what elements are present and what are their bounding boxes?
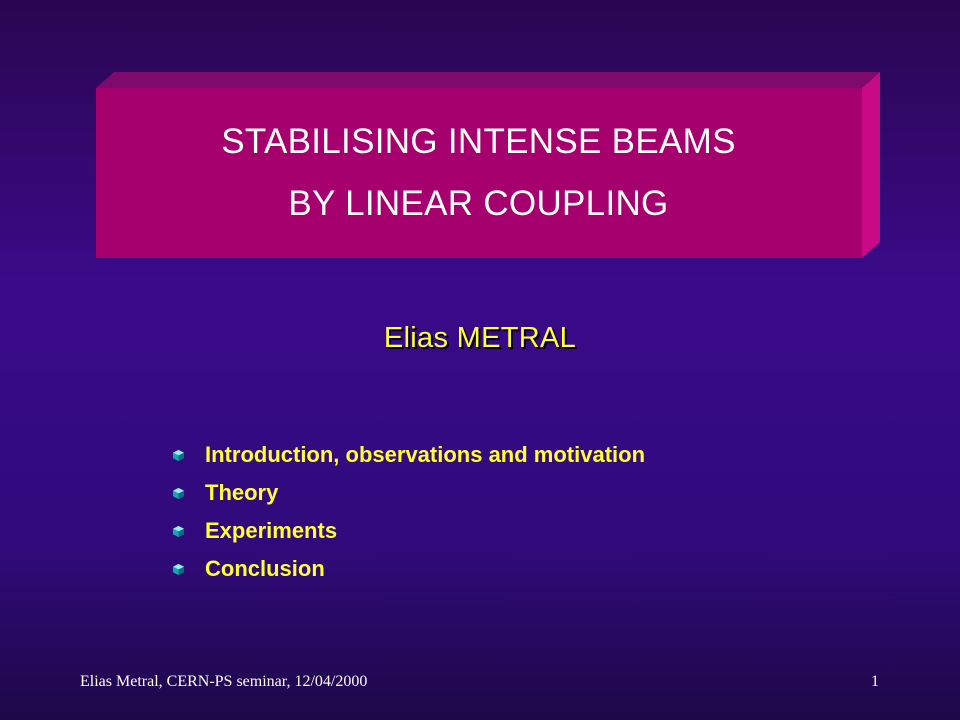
agenda-item-label: Conclusion xyxy=(205,556,325,581)
title-line-2: BY LINEAR COUPLING xyxy=(288,184,669,223)
title-line-1: STABILISING INTENSE BEAMS xyxy=(221,122,736,161)
agenda-list xyxy=(172,436,645,588)
footer-text: Elias Metral, CERN-PS seminar, 12/04/2000 xyxy=(80,673,368,690)
slide-title xyxy=(96,88,861,258)
agenda-item-label: Theory xyxy=(205,480,279,505)
page-number: 1 xyxy=(871,673,879,690)
agenda-item xyxy=(172,512,645,550)
agenda-item-label: Introduction, observations and motivation xyxy=(205,442,646,467)
diamond-bullet-icon xyxy=(172,449,185,462)
agenda-item xyxy=(172,474,645,512)
agenda-item xyxy=(172,550,645,588)
agenda-item xyxy=(172,436,645,474)
agenda-item-label: Experiments xyxy=(205,518,338,543)
diamond-bullet-icon xyxy=(172,525,185,538)
diamond-bullet-icon xyxy=(172,563,185,576)
author-name: Elias METRAL xyxy=(383,322,577,354)
diamond-bullet-icon xyxy=(172,487,185,500)
